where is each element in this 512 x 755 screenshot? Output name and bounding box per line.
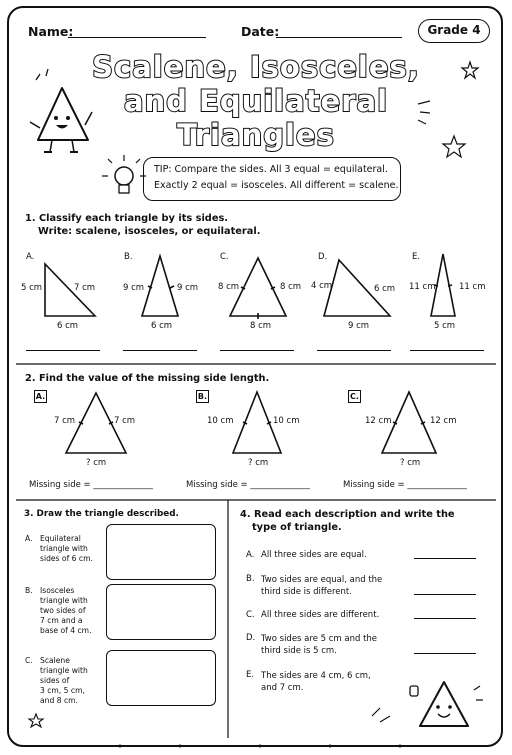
q3-b-text: Isosceles triangle with two sides of 7 cm and a base of 4 cm. [40,586,92,635]
q1-e-answer-field[interactable] [410,350,484,351]
tip-line-1: TIP: Compare the sides. All 3 equal = equilateral. [154,164,388,175]
q4-d-text: Two sides are 5 cm and the third side is 5 cm. [261,634,378,656]
q3-a-text: Equilateral triangle with sides of 6 cm. [40,534,93,563]
border-dots [119,745,402,748]
q1-b-right-side: 9 cm [177,283,199,293]
q1-b-letter: B. [124,252,133,262]
q4-d-answer-field[interactable] [414,653,476,654]
q1-a-right-side: 7 cm [74,283,96,293]
q1-c-answer-field[interactable] [220,350,294,351]
q1-c-base: 8 cm [250,321,272,331]
q2-a-base: ? cm [86,458,107,468]
q4-a-text: All three sides are equal. [261,550,367,560]
q1-b-base: 6 cm [151,321,173,331]
q4-title-line-2: type of triangle. [252,522,342,533]
q4-e-letter: E. [246,670,255,680]
title-line-1: Scalene, Isosceles, [92,50,420,84]
q1-a-letter: A. [26,252,35,262]
grade-badge: Grade 4 [418,19,490,43]
q1-a-answer-field[interactable] [26,350,100,351]
q1-d-right-side: 6 cm [374,284,396,294]
q2-c-base: ? cm [400,458,421,468]
date-label: Date: [241,24,280,39]
q2-b-left-side: 10 cm [207,416,234,426]
q1-triangle-b [142,256,178,316]
q4-e-text: The sides are 4 cm, 6 cm, and 7 cm. [261,671,371,693]
q4-a-answer-field[interactable] [414,558,476,559]
q4-d-letter: D. [246,633,256,643]
q3-a-letter: A. [25,534,33,543]
q2-a-left-side: 7 cm [54,416,76,426]
q3-c-letter: C. [25,656,33,665]
q1-b-answer-field[interactable] [123,350,197,351]
q1-c-left-side: 8 cm [218,282,240,292]
q4-a-letter: A. [246,550,255,560]
q1-c-letter: C. [220,252,229,262]
q2-c-right-side: 12 cm [430,416,457,426]
q4-b-answer-field[interactable] [414,594,476,595]
q1-b-left-side: 9 cm [123,283,145,293]
q2-c-answer-field[interactable]: Missing side = ______________ [343,480,467,490]
q2-b-letter: B. [197,392,208,401]
q2-b-right-side: 10 cm [273,416,300,426]
q4-title-line-1: 4. Read each description and write the [240,509,455,520]
q2-b-base: ? cm [248,458,269,468]
q4-b-letter: B. [246,574,255,584]
triangle-mascot-icon [30,69,92,152]
q4-c-text: All three sides are different. [261,610,380,620]
q4-c-letter: C. [246,610,255,620]
q1-e-letter: E. [412,252,421,262]
tip-line-2: Exactly 2 equal = isosceles. All different = scalene. [154,180,399,191]
q1-d-answer-field[interactable] [317,350,391,351]
q2-c-letter: C. [348,390,361,403]
q1-d-letter: D. [318,252,328,262]
q1-subtitle: Write: scalene, isosceles, or equilateral. [38,226,261,237]
q3-title: 3. Draw the triangle described. [24,509,179,519]
q3-b-letter: B. [25,586,33,595]
q4-c-answer-field[interactable] [414,618,476,619]
q2-c-left-side: 12 cm [365,416,392,426]
q1-d-base: 9 cm [348,321,370,331]
title-line-3: Triangles [177,118,335,152]
title-line-2: and Equilateral [123,84,389,118]
q2-a-right-side: 7 cm [114,416,136,426]
star-icon [29,714,43,727]
star-icon [443,136,465,157]
q1-a-left-side: 5 cm [21,283,43,293]
q3-c-draw-area[interactable] [106,650,216,706]
name-label: Name: [28,24,74,39]
q2-a-letter: A. [35,392,46,401]
q3-b-draw-area[interactable] [106,584,216,640]
lightbulb-icon [102,155,146,193]
q1-d-left-side: 4 cm [311,281,333,291]
star-icon [462,62,478,78]
q1-c-right-side: 8 cm [280,282,302,292]
q1-e-base: 5 cm [434,321,456,331]
tip-box [143,157,401,201]
q3-c-text: Scalene triangle with sides of 3 cm, 5 cm, and 8 cm. [40,656,88,705]
q3-a-draw-area[interactable] [106,524,216,580]
q2-a-answer-field[interactable]: Missing side = ______________ [29,480,153,490]
q1-e-left-side: 11 cm [409,282,436,292]
q2-title: 2. Find the value of the missing side length. [25,373,270,384]
q1-e-right-side: 11 cm [459,282,486,292]
q2-b-answer-field[interactable]: Missing side = ______________ [186,480,310,490]
q1-a-base: 6 cm [57,321,79,331]
thumbs-up-triangle-icon [410,682,483,726]
q4-b-text: Two sides are equal, and the third side is different. [261,575,383,597]
q1-title: 1. Classify each triangle by its sides. [25,213,229,224]
